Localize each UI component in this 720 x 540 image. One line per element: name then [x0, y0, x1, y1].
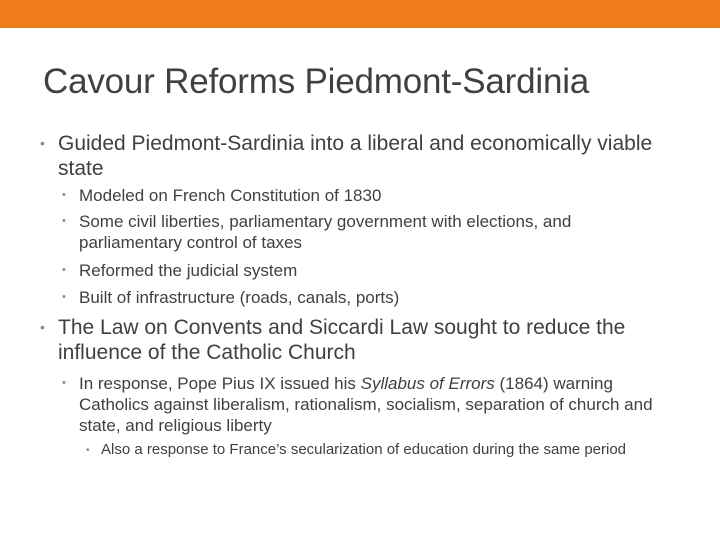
bullet-icon: • [40, 319, 45, 335]
sub-bullet-item [62, 260, 682, 281]
bullet-icon: • [62, 264, 66, 276]
syllabus-of-errors-title: Syllabus of Errors [360, 374, 495, 393]
sub-sub-bullet-item [86, 440, 686, 459]
bullet-text: Guided Piedmont-Sardinia into a liberal and economically viable state [58, 132, 653, 180]
bullet-icon: • [62, 291, 66, 303]
sub-bullet-text [79, 373, 657, 436]
sub-sub-bullet-text: Also a response to France’s secularization of education during the same period [101, 441, 627, 458]
text-before-italic: In response, Pope Pius IX issued his [79, 374, 361, 393]
sub-bullet-item [62, 185, 682, 206]
slide-title: Cavour Reforms Piedmont-Sardinia [43, 62, 590, 101]
bullet-icon: • [62, 377, 66, 389]
bullet-item-1 [40, 131, 680, 181]
sub-bullet-text: Modeled on French Constitution of 1830 [79, 186, 382, 205]
bullet-icon: • [62, 215, 66, 227]
text-after-italic: (1864) warning Catholics against liberalism, rationalism, socialism, separation of church and state, and religious liberty [79, 374, 653, 435]
bullet-icon: • [40, 135, 45, 151]
bullet-icon: • [62, 189, 66, 201]
sub-bullet-text: Built of infrastructure (roads, canals, ports) [79, 288, 400, 307]
sub-bullet-text: Some civil liberties, parliamentary government with elections, and parliamentary control of taxes [79, 212, 572, 252]
sub-bullet-item [62, 373, 672, 436]
bullet-item-2 [40, 315, 680, 365]
bullet-text: The Law on Convents and Siccardi Law sought to reduce the influence of the Catholic Church [58, 316, 626, 364]
bullet-icon: • [86, 445, 90, 456]
top-accent-bar [0, 0, 720, 28]
sub-bullet-item [62, 287, 682, 308]
sub-bullet-text: Reformed the judicial system [79, 261, 298, 280]
sub-bullet-item [62, 211, 682, 253]
